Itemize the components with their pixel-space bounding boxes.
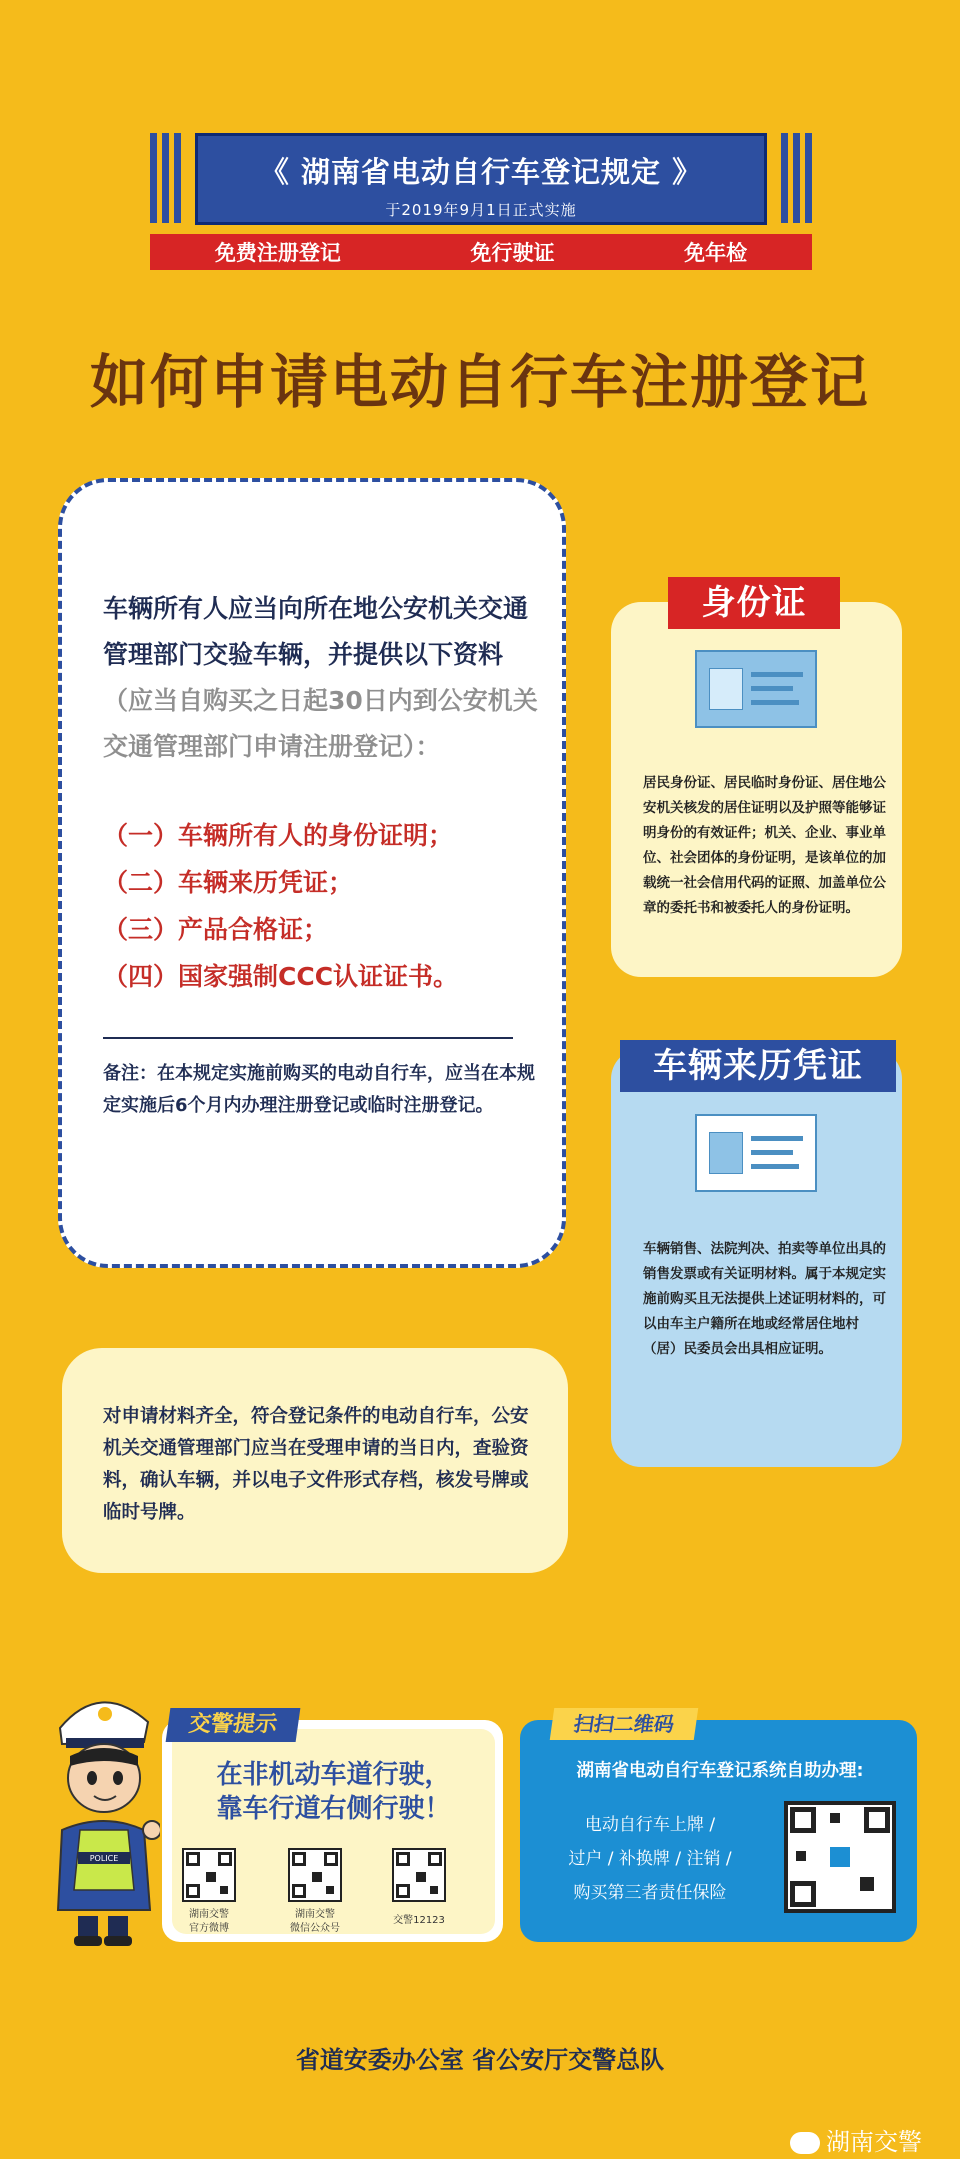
list-item: （三）产品合格证； [103,915,329,944]
requirements-list [103,812,543,1000]
list-item: （二）车辆来历凭证； [103,868,354,897]
vehicle-source-label: 车辆来历凭证 [620,1040,896,1092]
banner-stripe [805,133,812,223]
service-line: 过户 / 补换牌 / 注销 / [568,1849,732,1869]
effective-date: 于2019年9月1日正式实施 [385,201,577,219]
id-card-description: 居民身份证、居民临时身份证、居住地公安机关核发的居住证明以及护照等能够证明身份的有效证件；机关、企业、事业单位、社会团体的身份证明，是该单位的加载统一社会信用代码的证照、加盖单位公章的委托书和被委托人的身份证明。 [643,775,886,916]
document-icon [695,1114,817,1192]
remark-text: 备注：在本规定实施前购买的电动自行车，应当在本规定实施后6个月内办理注册登记或临时注册登记。 [103,1063,535,1116]
benefit-item: 免费注册登记 [214,241,341,265]
header-banner [195,133,767,225]
qr-label: 湖南交警 微信公众号 [290,1909,340,1934]
registration-system-qr-code[interactable] [784,1801,896,1913]
banner-stripe [150,133,157,223]
watermark [790,2122,922,2157]
scan-heading: 湖南省电动自行车登记系统自助办理: [576,1761,864,1781]
intro-text [103,586,543,770]
wechat-qr-code[interactable] [288,1848,342,1902]
service-line: 电动自行车上牌 / [584,1815,716,1835]
banner-stripe [793,133,800,223]
issuing-departments: 省道安委办公室 省公安厅交警总队 [295,2046,665,2074]
service-line: 购买第三者责任保险 [573,1883,727,1903]
intro-main: 车辆所有人应当向所在地公安机关交通管理部门交验车辆，并提供以下资料 [103,594,529,669]
banner-stripe [162,133,169,223]
benefits-bar [150,234,812,270]
tip-line-1: 在非机动车道行驶， [216,1760,451,1790]
scan-services [540,1808,760,1910]
list-item: （一）车辆所有人的身份证明； [103,821,454,850]
benefit-item: 免年检 [684,241,748,265]
police-badge: POLICE [89,1854,119,1863]
weibo-qr-code[interactable] [182,1848,236,1902]
id-card-icon [695,650,817,728]
police-officer-icon [40,1680,160,1950]
page-title: 如何申请电动自行车注册登记 [89,348,870,416]
process-text: 对申请材料齐全，符合登记条件的电动自行车，公安机关交通管理部门应当在受理申请的当日内，查验资料，确认车辆，并以电子文件形式存档，核发号牌或临时号牌。 [103,1406,529,1523]
regulation-title: 《 湖南省电动自行车登记规定 》 [259,155,703,189]
wechat-icon [790,2132,820,2154]
banner-stripe [781,133,788,223]
app-12123-qr-code[interactable] [392,1848,446,1902]
banner-stripe [174,133,181,223]
id-card-label: 身份证 [668,577,840,629]
vehicle-source-description: 车辆销售、法院判决、拍卖等单位出具的销售发票或有关证明材料。属于本规定实施前购买且无法提供上述证明材料的，可以由车主户籍所在地或经常居住地村（居）民委员会出具相应证明。 [643,1241,886,1357]
intro-deadline: （应当自购买之日起30日内到公安机关交通管理部门申请注册登记）： [103,686,538,761]
qr-label: 交警12123 [393,1915,445,1926]
scan-label: 扫扫二维码 [550,1708,698,1740]
qr-label: 湖南交警 官方微博 [189,1909,229,1934]
divider [103,1037,513,1039]
tip-line-2: 靠车行道右侧行驶！ [216,1794,451,1824]
tip-label: 交警提示 [166,1708,301,1742]
list-item: （四）国家强制CCC认证证书。 [103,962,459,991]
watermark-text: 湖南交警 [826,2128,922,2156]
benefit-item: 免行驶证 [470,241,555,265]
